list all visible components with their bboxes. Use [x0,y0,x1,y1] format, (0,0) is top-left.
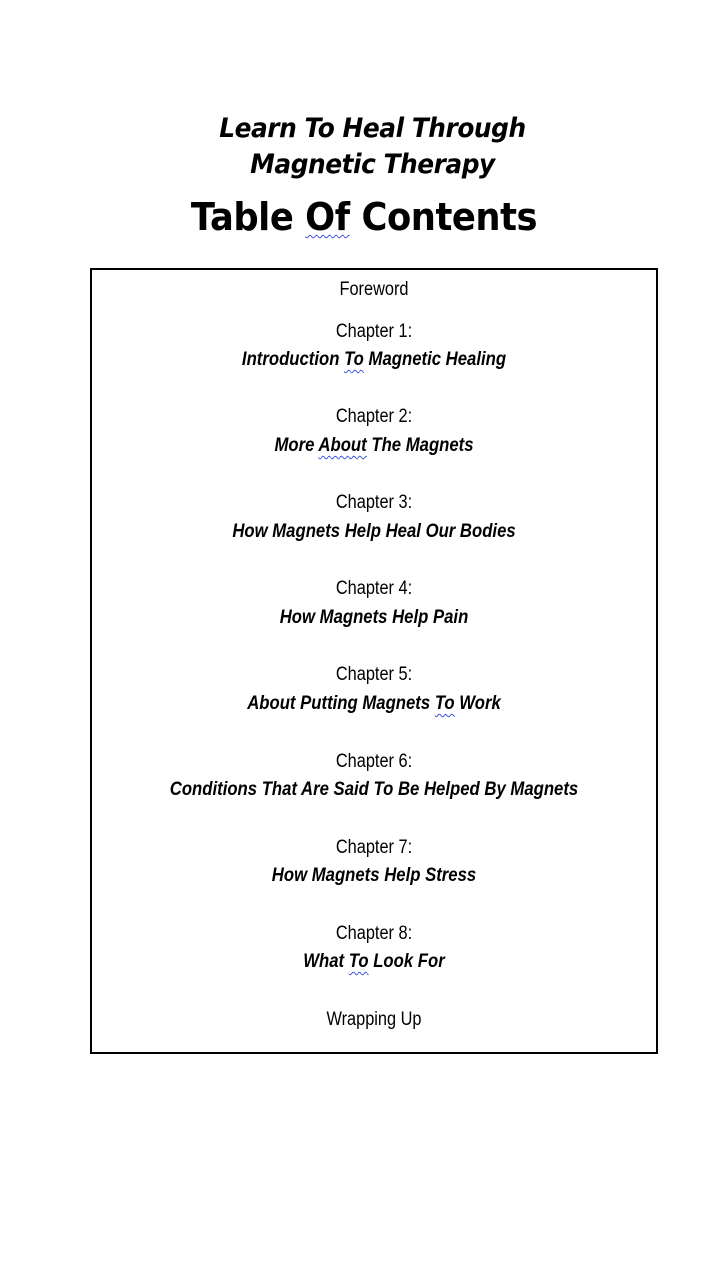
chapter-5-label: Chapter 5: [335,664,413,685]
title-part: Look For [368,951,445,972]
book-title-line-2: Magnetic Therapy [250,149,495,180]
chapter-7-label: Chapter 7: [335,837,413,858]
chapter-3-title: How Magnets Help Heal Our Bodies [232,521,516,542]
chapter-8-label: Chapter 8: [335,923,413,944]
title-part: Introduction [241,349,345,370]
title-part: The Magnets [366,435,474,456]
title-part: Magnetic Healing [363,349,507,370]
toc-entry-foreword: Foreword [339,279,409,300]
chapter-3-label: Chapter 3: [335,492,413,513]
chapter-4-label: Chapter 4: [335,578,413,599]
title-part: About Putting Magnets [247,693,435,714]
chapter-6-title: Conditions That Are Said To Be Helped By Magnets [169,779,579,800]
toc-heading [25,193,702,241]
book-title-line-1: Learn To Heal Through [219,113,526,144]
chapter-6-label: Chapter 6: [335,751,413,772]
chapter-2-title [126,434,622,458]
chapter-1-title [126,348,622,372]
chapter-1-label: Chapter 1: [335,321,413,342]
toc-box [90,268,658,1054]
title-part: What [303,951,349,972]
chapter-5-title [126,692,622,716]
flagged-word: To [348,951,369,972]
flagged-word: To [434,693,455,714]
toc-heading-part: Contents [349,195,538,239]
toc-entry-wrapping-up: Wrapping Up [326,1009,422,1030]
title-part: Work [454,693,501,714]
toc-heading-flagged-word: Of [305,195,350,239]
chapter-4-title: How Magnets Help Pain [279,607,469,628]
chapter-2-label: Chapter 2: [335,406,413,427]
flagged-word: To [344,349,364,370]
chapter-8-title [126,950,622,974]
flagged-word: About [318,435,367,456]
title-part: More [274,435,319,456]
chapter-7-title: How Magnets Help Stress [271,865,477,886]
toc-heading-part: Table [190,195,306,239]
